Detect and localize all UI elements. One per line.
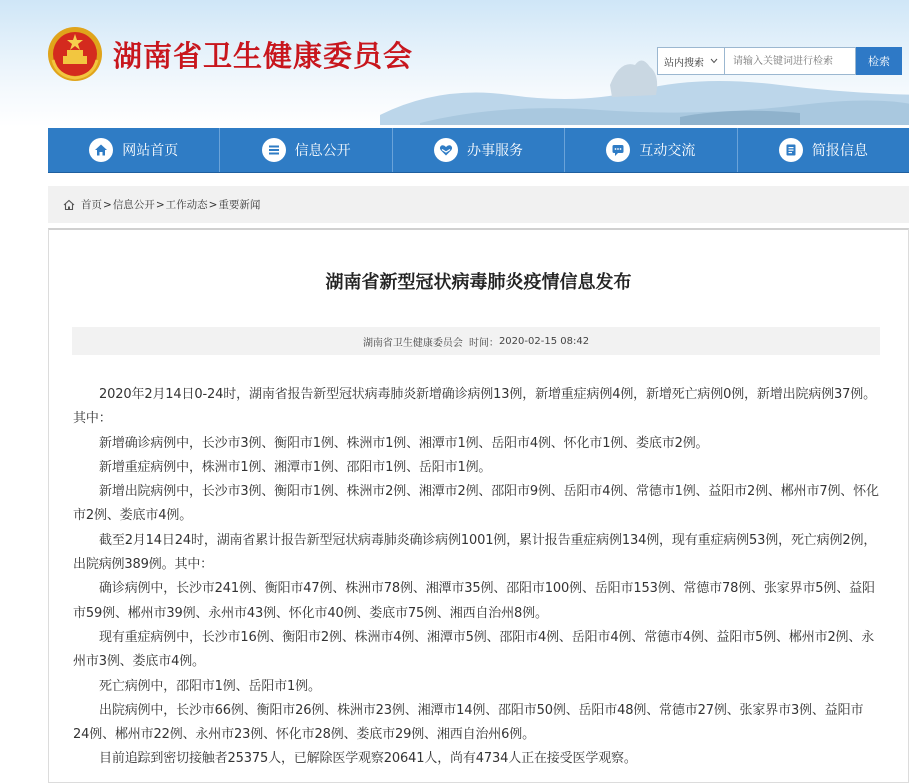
article bbox=[48, 228, 909, 783]
nav-item-label: 简报信息 bbox=[811, 143, 868, 159]
breadcrumb-separator: > bbox=[208, 198, 218, 211]
article-paragraph: 新增确诊病例中，长沙市3例、衡阳市1例、株洲市1例、湘潭市1例、岳阳市4例、怀化市1例、娄底市2例。 bbox=[99, 435, 709, 451]
site-search bbox=[657, 47, 902, 75]
list-icon bbox=[262, 138, 286, 162]
home-icon bbox=[63, 199, 75, 211]
main-nav bbox=[48, 128, 909, 173]
search-scope-label: 站内搜索 bbox=[664, 57, 704, 69]
article-paragraph: 新增重症病例中，株洲市1例、湘潭市1例、邵阳市1例、岳阳市1例。 bbox=[99, 459, 492, 475]
nav-item-interaction[interactable] bbox=[565, 128, 737, 172]
national-emblem-icon bbox=[47, 26, 103, 82]
article-title: 湖南省新型冠状病毒肺炎疫情信息发布 bbox=[325, 272, 632, 293]
article-source: 湖南省卫生健康委员会 bbox=[362, 337, 463, 349]
article-paragraph: 新增出院病例中，长沙市3例、衡阳市1例、株洲市2例、湘潭市2例、邵阳市9例、岳阳市4例、常德市1例、益阳市2例、郴州市7例、怀化市2例、娄底市4例。 bbox=[73, 484, 879, 524]
article-paragraph: 现有重症病例中，长沙市16例、衡阳市2例、株洲市4例、湘潭市5例、邵阳市4例、岳阳市4例、常德市4例、益阳市5例、郴州市2例、永州市3例、娄底市4例。 bbox=[73, 629, 875, 670]
site-title: 湖南省卫生健康委员会 bbox=[113, 39, 414, 73]
breadcrumb-home[interactable]: 首页 bbox=[81, 199, 102, 211]
nav-item-label: 互动交流 bbox=[639, 143, 696, 159]
chat-icon bbox=[606, 138, 630, 162]
article-paragraph: 出院病例中，长沙市66例、衡阳市26例、株洲市23例、湘潭市14例、邵阳市50例、岳阳市48例、常德市27例、张家界市3例、益阳市24例、郴州市22例、永州市23例、怀化市28例、娄底市29例、湘西自治州6例。 bbox=[73, 702, 864, 743]
nav-item-briefings[interactable] bbox=[738, 128, 909, 172]
header-banner bbox=[0, 0, 909, 127]
nav-item-label: 办事服务 bbox=[467, 143, 524, 159]
search-button[interactable]: 检索 bbox=[856, 47, 902, 75]
search-input[interactable] bbox=[725, 47, 856, 75]
article-paragraph: 死亡病例中，邵阳市1例、岳阳市1例。 bbox=[99, 678, 321, 694]
article-paragraph: 截至2月14日24时，湖南省累计报告新型冠状病毒肺炎确诊病例1001例，累计报告重症病例134例，现有重症病例53例，死亡病例2例，出院病例389例。其中： bbox=[73, 532, 877, 573]
breadcrumb bbox=[48, 186, 909, 223]
breadcrumb-info-disclosure[interactable]: 信息公开 bbox=[112, 199, 155, 211]
document-icon bbox=[779, 138, 803, 162]
article-time-label: 时间： bbox=[468, 337, 499, 349]
chevron-down-icon bbox=[710, 58, 718, 64]
nav-item-label: 信息公开 bbox=[294, 143, 351, 159]
article-time: 2020-02-15 08:42 bbox=[498, 335, 590, 347]
nav-item-services[interactable] bbox=[393, 128, 565, 172]
breadcrumb-separator: > bbox=[155, 198, 165, 211]
nav-item-info-disclosure[interactable] bbox=[220, 128, 392, 172]
article-meta bbox=[72, 327, 880, 355]
heart-icon bbox=[434, 138, 458, 162]
article-paragraph: 2020年2月14日0-24时，湖南省报告新型冠状病毒肺炎新增确诊病例13例，新增重症病例4例，新增死亡病例0例，新增出院病例37例。其中： bbox=[73, 387, 876, 427]
search-scope-select[interactable] bbox=[657, 47, 725, 75]
nav-item-home[interactable] bbox=[48, 128, 220, 172]
home-icon bbox=[89, 138, 113, 162]
nav-item-label: 网站首页 bbox=[122, 143, 179, 159]
breadcrumb-important-news[interactable]: 重要新闻 bbox=[218, 199, 261, 211]
breadcrumb-separator: > bbox=[103, 198, 112, 211]
article-body bbox=[73, 383, 879, 772]
article-paragraph: 确诊病例中，长沙市241例、衡阳市47例、株洲市78例、湘潭市35例、邵阳市100例、岳阳市153例、常德市78例、张家界市5例、益阳市59例、郴州市39例、永州市43例、怀化市40例、娄底市75例、湘西自治州8例。 bbox=[73, 581, 875, 621]
breadcrumb-work-news[interactable]: 工作动态 bbox=[165, 199, 208, 211]
article-paragraph: 目前追踪到密切接触者25375人，已解除医学观察20641人，尚有4734人正在接受医学观察。 bbox=[99, 751, 637, 767]
